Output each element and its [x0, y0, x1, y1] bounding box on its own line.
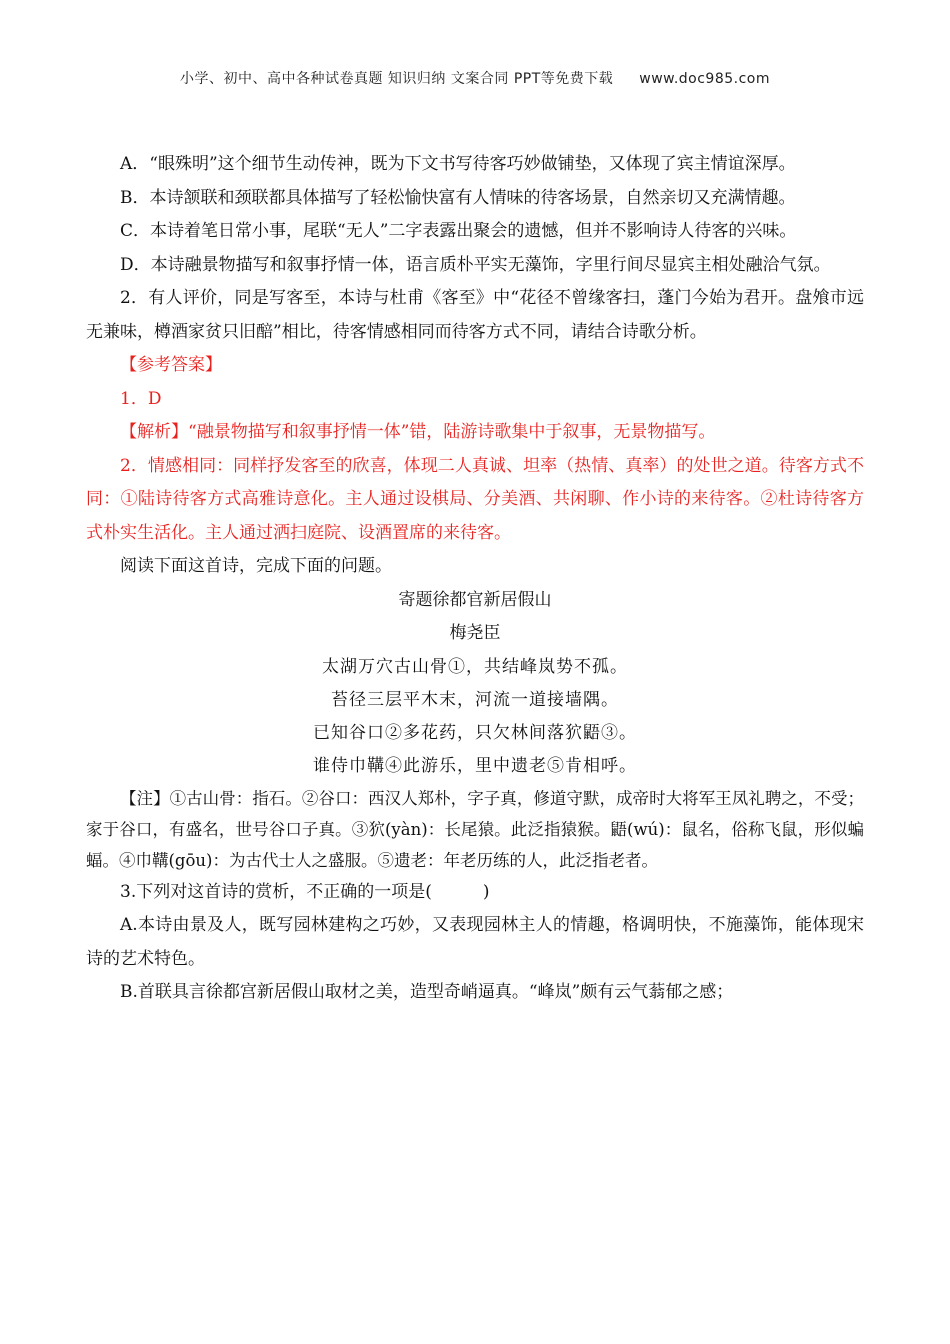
poem-line-3: 已知谷口②多花药，只欠林间落狖鼯③。 [313, 722, 637, 743]
answer-1: 1．D [120, 388, 162, 409]
answer-analysis [86, 416, 864, 450]
analysis-label: 【解析】 [120, 422, 188, 442]
question-2: 2．有人评价，同是写客至，本诗与杜甫《客至》中“花径不曾缘客扫，蓬门今始为君开。盘飧市远无兼味，樽酒家贫只旧醅”相比，待客情感相同而待客方式不同，请结合诗歌分析。 [86, 288, 864, 342]
header-site: www.doc985.com [639, 71, 771, 87]
poem-line-1: 太湖万穴古山骨①，共结峰岚势不孤。 [322, 656, 628, 677]
poem-title: 寄题徐都官新居假山 [398, 589, 552, 610]
page-header [0, 68, 950, 88]
reading-instruction: 阅读下面这首诗，完成下面的问题。 [120, 556, 392, 576]
option-b: B．本诗颔联和颈联都具体描写了轻松愉快富有人情味的待客场景，自然亲切又充满情趣。 [120, 187, 796, 208]
poem-line-2: 苔径三层平木末，河流一道接墙隅。 [331, 689, 619, 710]
document-body [86, 148, 864, 1010]
question-3-option-b: B.首联具言徐都宫新居假山取材之美，造型奇峭逼真。“峰岚”颇有云气蓊郁之感； [120, 982, 734, 1002]
poem-author: 梅尧臣 [449, 623, 501, 643]
answer-2: 2．情感相同：同样抒发客至的欣喜，体现二人真诚、坦率（热情、真率）的处世之道。待客方式不同：①陆诗待客方式高雅诗意化。主人通过设棋局、分美酒、共闲聊、作小诗的来待客。②杜诗待客方式朴实生活化。主人通过洒扫庭院、设酒置席的来待客。 [86, 455, 864, 543]
header-text: 小学、初中、高中各种试卷真题 知识归纳 文案合同 PPT等免费下载 [179, 71, 614, 87]
option-c: C．本诗着笔日常小事，尾联“无人”二字表露出聚会的遗憾，但并不影响诗人待客的兴味。 [120, 221, 797, 241]
answer-heading: 【参考答案】 [120, 355, 222, 375]
option-a: A．“眼殊明”这个细节生动传神，既为下文书写待客巧妙做铺垫，又体现了宾主情谊深厚。 [120, 154, 796, 174]
option-d: D．本诗融景物描写和叙事抒情一体，语言质朴平实无藻饰，字里行间尽显宾主相处融洽气氛。 [120, 254, 831, 275]
poem-note: 【注】①古山骨：指石。②谷口：西汉人郑朴，字子真，修道守默，成帝时大将军王凤礼聘之，不受；家于谷口，有盛名，世号谷口子真。③狖(yàn)：长尾猿。此泛指猿猴。鼯(wú)：鼠名，俗称飞鼠，形似蝙蝠。④巾鞲(gōu)：为古代士人之盛服。⑤遗老：年老历练的人，此泛指老者。 [86, 788, 864, 870]
question-3-stem: 3.下列对这首诗的赏析，不正确的一项是( ) [120, 881, 490, 902]
analysis-text: “融景物描写和叙事抒情一体”错，陆游诗歌集中于叙事，无景物描写。 [188, 422, 716, 442]
poem-line-4: 谁侍巾鞲④此游乐，里中遗老⑤肯相呼。 [313, 755, 637, 776]
question-3-option-a: A.本诗由景及人，既写园林建构之巧妙，又表现园林主人的情趣，格调明快，不施藻饰，能体现宋诗的艺术特色。 [86, 915, 864, 969]
